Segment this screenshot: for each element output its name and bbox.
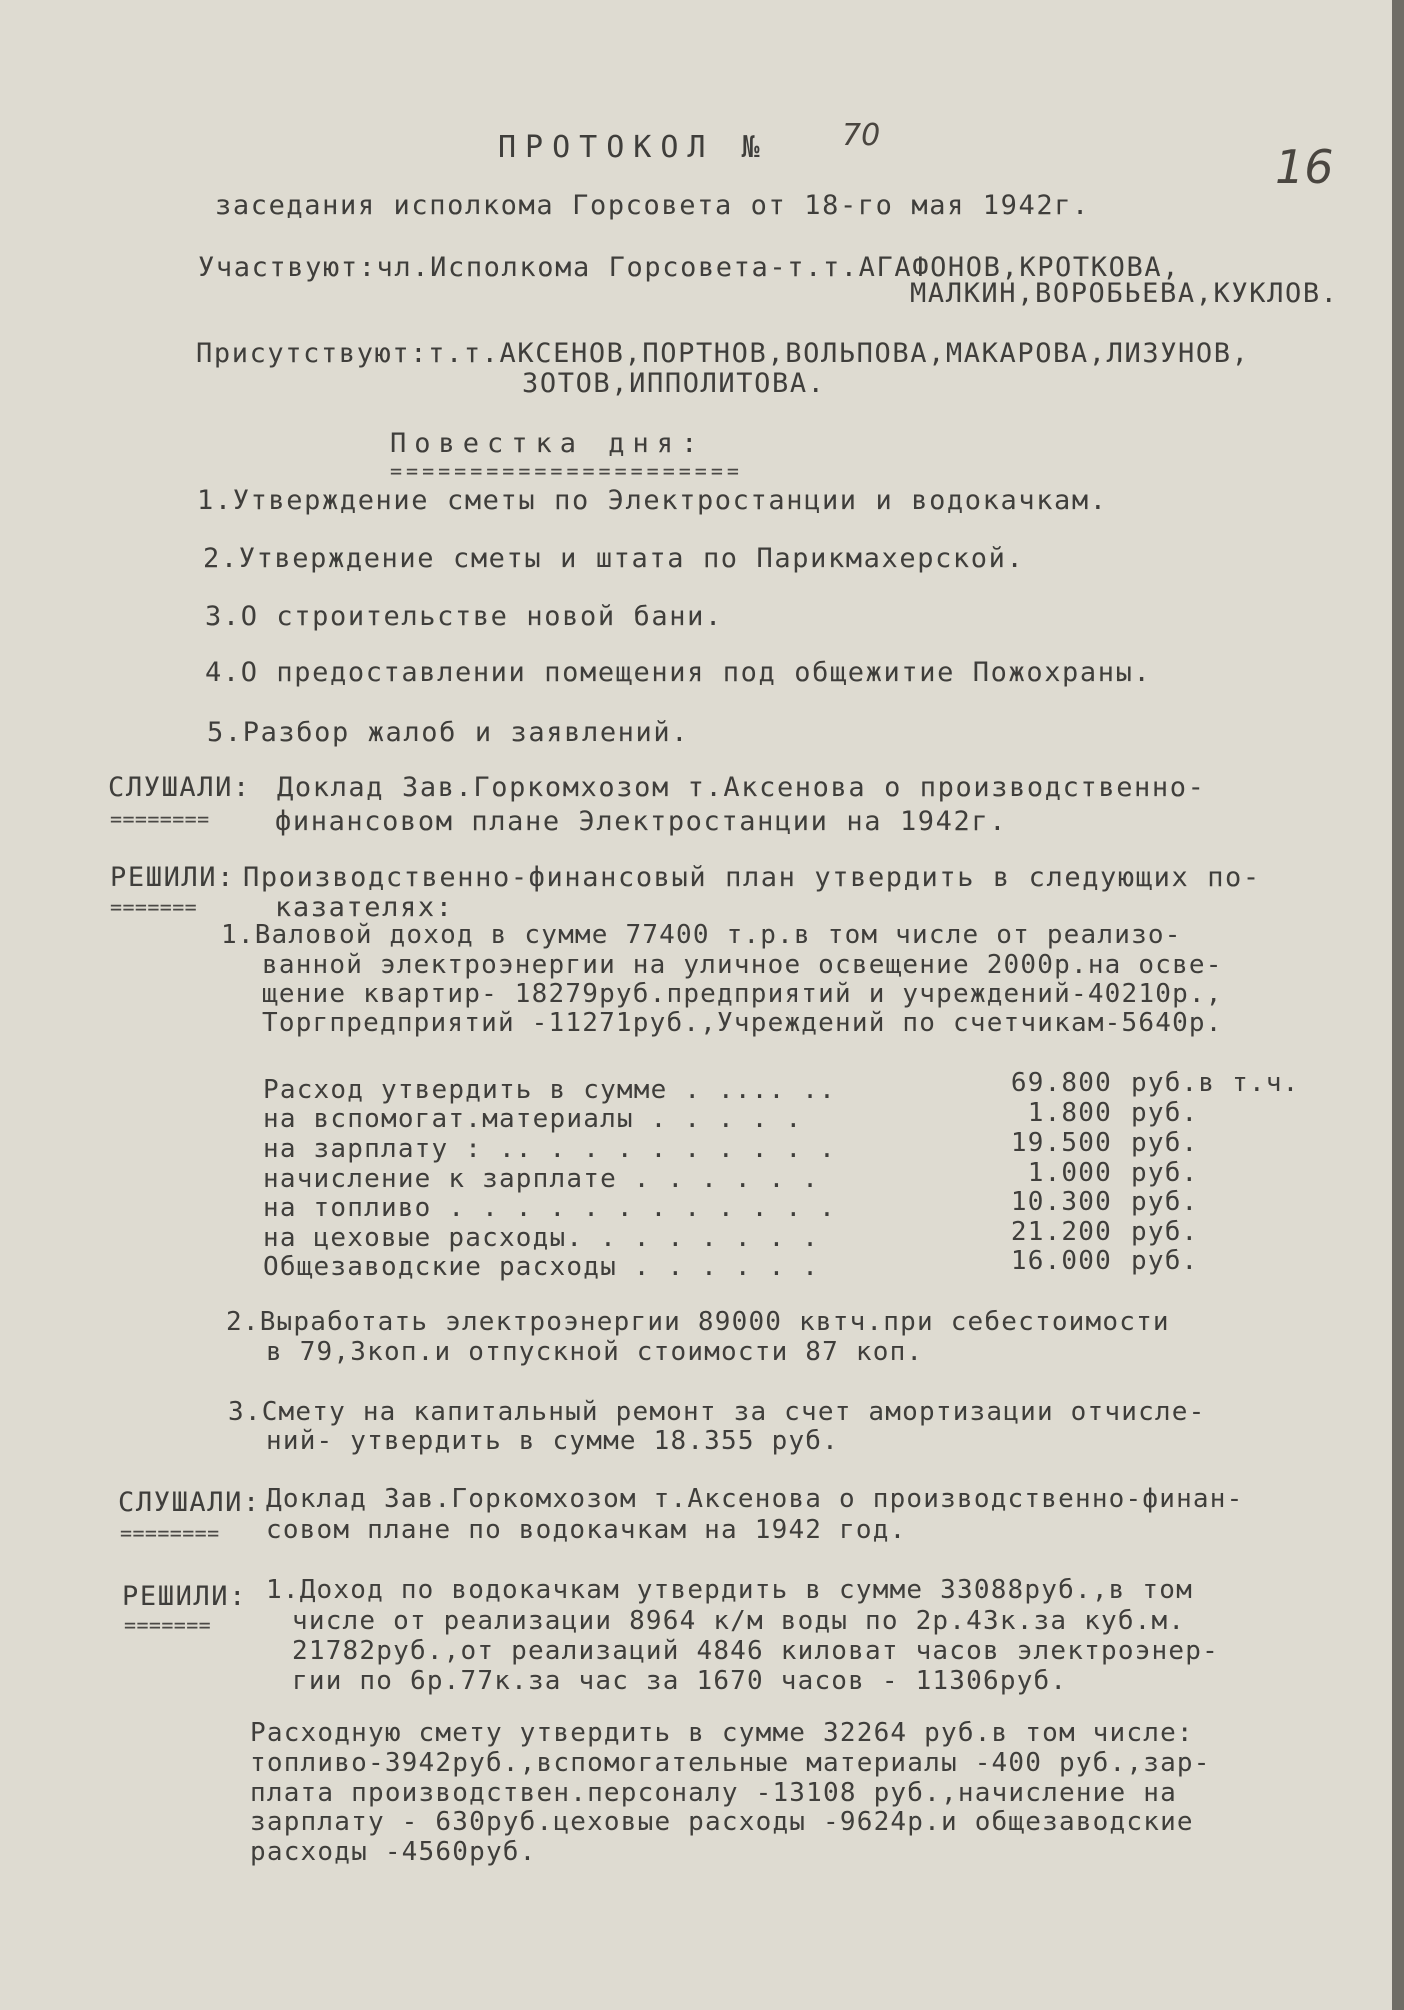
expense-amount: 21.200	[1010, 1217, 1112, 1247]
heard-text-2-cont: совом плане по водокачкам на 1942 год.	[266, 1515, 907, 1545]
agenda-item: 2.Утверждение сметы и штата по Парикмахерской.	[203, 543, 1025, 574]
expense-paragraph-line: топливо-3942руб.,вспомогательные материалы -400 руб.,зар-	[250, 1748, 1211, 1778]
decided2-line: 1.Доход по водокачкам утвердить в сумме 33088руб.,в том	[266, 1575, 1193, 1605]
item2-line: в 79,3коп.и отпускной стоимости 87 коп.	[266, 1337, 924, 1367]
expense-amount: 19.500	[1010, 1128, 1112, 1158]
heard-text-1: Доклад Зав.Горкомхозом т.Аксенова о производственно-	[277, 772, 1206, 803]
item1-line: щение квартир- 18279руб.предприятий и учреждений-40210р.,	[262, 979, 1223, 1009]
expense-amount: 1.000	[1027, 1158, 1112, 1188]
expense-label: начисление к зарплате . . . . . .	[263, 1164, 820, 1194]
expense-label: на топливо . . . . . . . . . . . .	[263, 1193, 837, 1223]
decided-text-1-cont: казателях:	[275, 892, 454, 923]
protocol-title: ПРОТОКОЛ №	[498, 130, 769, 165]
expense-paragraph-line: Расходную смету утвердить в сумме 32264 руб.в том числе:	[250, 1718, 1194, 1748]
decided-underline-1: =======	[110, 895, 198, 919]
agenda-title: Повестка дня:	[390, 428, 706, 459]
protocol-number-handwritten: 70	[842, 118, 881, 153]
agenda-item: 4.О предоставлении помещения под общежитие Пожохраны.	[205, 657, 1152, 688]
present-line-2: ЗОТОВ,ИППОЛИТОВА.	[522, 368, 826, 399]
decided2-line: числе от реализации 8964 к/м воды по 2р.43к.за куб.м.	[292, 1606, 1186, 1636]
page-number-handwritten: 16	[1275, 140, 1334, 194]
expense-paragraph-line: расходы -4560руб.	[250, 1837, 537, 1867]
expense-amount: 1.800	[1027, 1098, 1112, 1128]
item3-line: 3.Смету на капитальный ремонт за счет амортизации отчисле-	[228, 1397, 1206, 1427]
expense-unit: руб.	[1131, 1158, 1199, 1188]
expense-label: Расход утвердить в сумме . .... ..	[263, 1075, 837, 1105]
decided-label-2: РЕШИЛИ:	[122, 1581, 247, 1612]
heard-text-1-cont: финансовом плане Электростанции на 1942г.	[275, 806, 1008, 837]
expense-label: на зарплату : .. . . . . . . . . .	[263, 1134, 837, 1164]
expense-amount: 16.000	[1010, 1246, 1112, 1276]
heard-label-2: СЛУШАЛИ:	[118, 1487, 261, 1518]
expense-label: на цеховые расходы. . . . . . . .	[263, 1223, 820, 1253]
expense-amount: 69.800	[1010, 1068, 1112, 1098]
item2-line: 2.Выработать электроэнергии 89000 квтч.при себестоимости	[226, 1307, 1170, 1337]
expense-unit: руб.	[1131, 1098, 1199, 1128]
heard-underline-1: ========	[110, 807, 210, 831]
item1-line: ванной электроэнергии на уличное освещение 2000р.на осве-	[262, 950, 1223, 980]
expense-unit: руб.	[1131, 1128, 1199, 1158]
heard-text-2: Доклад Зав.Горкомхозом т.Аксенова о производственно-финан-	[266, 1484, 1244, 1514]
expense-label: на вспомогат.материалы . . . . .	[263, 1104, 803, 1134]
heard-label-1: СЛУШАЛИ:	[108, 772, 251, 803]
decided-text-1: Производственно-финансовый план утвердить в следующих по-	[243, 862, 1261, 893]
page-edge	[1392, 0, 1404, 2010]
item1-line: 1.Валовой доход в сумме 77400 т.р.в том числе от реализо-	[221, 920, 1182, 950]
participants-line-2: МАЛКИН,ВОРОБЬЕВА,КУКЛОВ.	[910, 278, 1339, 309]
expense-paragraph-line: зарплату - 630руб.цеховые расходы -9624р.и общезаводские	[250, 1807, 1194, 1837]
agenda-item: 5.Разбор жалоб и заявлений.	[207, 717, 690, 748]
present-line-1: Присутствуют:т.т.АКСЕНОВ,ПОРТНОВ,ВОЛЬПОВА,МАКАРОВА,ЛИЗУНОВ,	[196, 338, 1250, 369]
expense-unit: руб.	[1131, 1217, 1199, 1247]
decided2-line: 21782руб.,от реализаций 4846 киловат часов электроэнер-	[292, 1636, 1219, 1666]
protocol-subtitle: заседания исполкома Горсовета от 18-го мая 1942г.	[215, 190, 1090, 221]
agenda-underline: ======================	[390, 459, 743, 483]
decided2-line: гии по 6р.77к.за час за 1670 часов - 11306руб.	[292, 1666, 1068, 1696]
heard-underline-2: ========	[120, 1521, 220, 1545]
expense-amount: 10.300	[1010, 1187, 1112, 1217]
expense-paragraph-line: плата производствен.персоналу -13108 руб.,начисление на	[250, 1778, 1177, 1808]
expense-unit: руб.в т.ч.	[1131, 1068, 1300, 1098]
item3-line: ний- утвердить в сумме 18.355 руб.	[266, 1426, 840, 1456]
agenda-item: 1.Утверждение сметы по Электростанции и водокачкам.	[197, 485, 1108, 516]
decided-underline-2: =======	[124, 1613, 212, 1637]
participants-line-1: Участвуют:чл.Исполкома Горсовета-т.т.АГАФОНОВ,КРОТКОВА,	[198, 252, 1181, 283]
decided-label-1: РЕШИЛИ:	[110, 862, 235, 893]
expense-unit: руб.	[1131, 1246, 1199, 1276]
expense-unit: руб.	[1131, 1187, 1199, 1217]
item1-line: Торгпредприятий -11271руб.,Учреждений по счетчикам-5640р.	[262, 1008, 1223, 1038]
expense-label: Общезаводские расходы . . . . . .	[263, 1252, 820, 1282]
agenda-item: 3.О строительстве новой бани.	[205, 601, 723, 632]
